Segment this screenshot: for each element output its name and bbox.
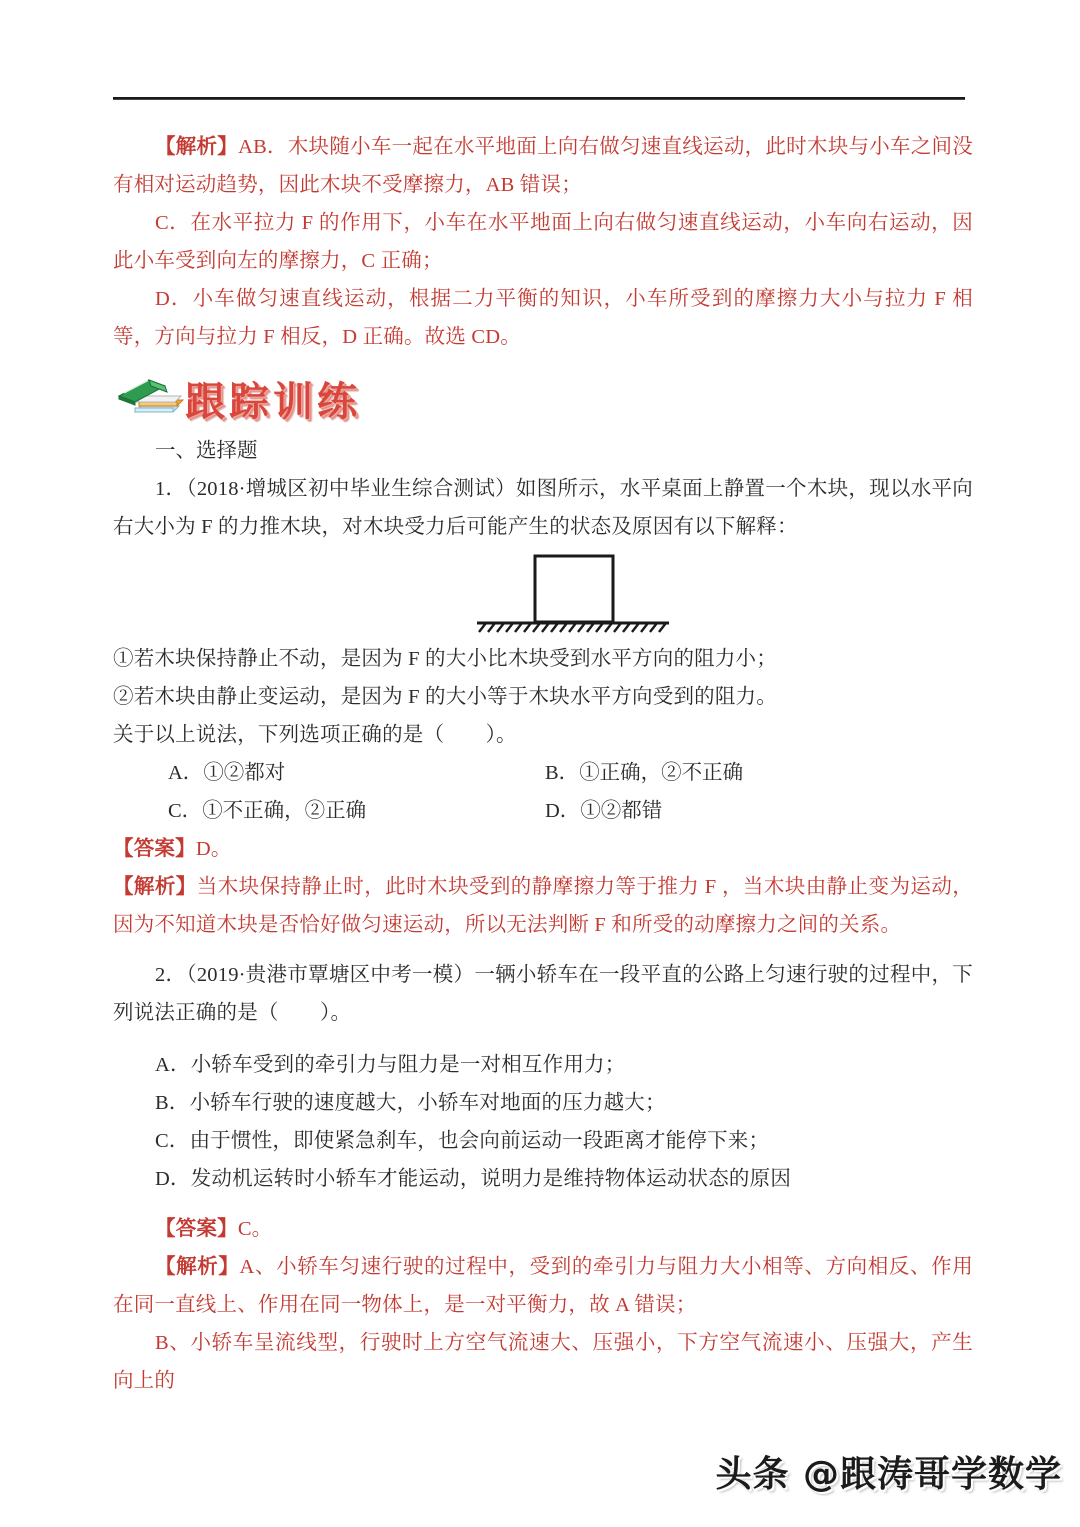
question-1-number: 1． [155, 478, 187, 500]
question-2-explanation-b: B、小轿车呈流线型，行驶时上方空气流速大、压强小，下方空气流速小、压强大，产生向上的 [113, 1332, 973, 1392]
option-text: ①②都错 [580, 800, 663, 822]
question-1-answer [113, 830, 973, 868]
header-divider-rule [113, 97, 965, 100]
question-1-options-row-2 [113, 792, 973, 830]
question-1-statement-2: ②若木块由静止变运动，是因为 F 的大小等于木块水平方向受到的阻力。 [113, 686, 777, 708]
option-label: A． [155, 1054, 191, 1076]
explanation-paragraph-ab [113, 128, 973, 204]
answer-value: C。 [237, 1218, 273, 1240]
explanation-text-ab: AB．木块随小车一起在水平地面上向右做匀速直线运动，此时木块与小车之间没有相对运动趋势，因此木块不受摩擦力，AB 错误； [113, 136, 973, 196]
question-1-prompt: 关于以上说法，下列选项正确的是（ ）。 [113, 724, 517, 746]
question-2-option-c[interactable] [113, 1122, 973, 1160]
option-text: 发动机运转时小轿车才能运动，说明力是维持物体运动状态的原因 [190, 1168, 792, 1190]
question-2-option-d[interactable] [113, 1160, 973, 1198]
document-content [113, 128, 973, 1400]
answer-tag: 【答案】 [113, 838, 196, 860]
option-label: C． [155, 1130, 190, 1152]
subsection-heading: 一、选择题 [155, 440, 258, 462]
question-1-statement-1: ①若木块保持静止不动，是因为 F 的大小比木块受到水平方向的阻力小； [113, 648, 777, 670]
option-label: D． [155, 1168, 191, 1190]
watermark-handle: @跟涛哥学数学 [802, 1454, 1062, 1495]
explanation-text-d: D．小车做匀速直线运动，根据二力平衡的知识，小车所受到的摩擦力大小与拉力 F 相等，方向与拉力 F 相反，D 正确。故选 CD。 [113, 288, 973, 348]
option-label: B． [155, 1092, 190, 1114]
question-1-options-row-1 [113, 754, 973, 792]
explanation-paragraph-d [113, 280, 973, 356]
option-label: C． [168, 800, 203, 822]
option-text: ①②都对 [203, 762, 286, 784]
question-1-stem [113, 470, 973, 546]
question-1-option-b[interactable] [493, 754, 973, 792]
watermark [715, 1446, 1062, 1497]
question-2-option-b[interactable] [113, 1084, 973, 1122]
explanation-text: 当木块保持静止时，此时木块受到的静摩擦力等于推力 F ，当木块由静止变为运动，因为不知道木块是否恰好做匀速运动，所以无法判断 F 和所受的动摩擦力之间的关系。 [113, 876, 973, 936]
explanation-text-c: C．在水平拉力 F 的作用下，小车在水平地面上向右做匀速直线运动，小车向右运动，因此小车受到向左的摩擦力，C 正确； [113, 212, 973, 272]
answer-tag: 【答案】 [155, 1218, 238, 1240]
answer-value: D。 [195, 838, 232, 860]
question-1-source: （2018·增城区初中毕业生综合测试） [186, 478, 516, 500]
question-1-figure [113, 550, 973, 638]
question-2-stem-text: 一辆小轿车在一段平直的公路上匀速行驶的过程中，下列说法正确的是（ ）。 [113, 964, 973, 1024]
question-1-option-c[interactable] [113, 792, 493, 830]
question-2-number: 2． [155, 964, 187, 986]
question-1-option-d[interactable] [493, 792, 973, 830]
question-1-stem-text: 如图所示，水平桌面上静置一个木块，现以水平向右大小为 F 的力推木块，对木块受力后可能产生的状态及原因有以下解释： [113, 478, 973, 538]
question-2-option-a[interactable] [113, 1046, 973, 1084]
explanation-tag: 【解析】 [155, 136, 239, 158]
explanation-paragraph-c [113, 204, 973, 280]
section-title: 跟踪训练 [185, 379, 361, 425]
option-label: A． [168, 762, 204, 784]
explanation-text-a: A、小轿车匀速行驶的过程中，受到的牵引力与阻力大小相等、方向相反、作用在同一直线上、作用在同一物体上，是一对平衡力，故 A 错误； [113, 1256, 973, 1316]
option-text: ①不正确，②正确 [202, 800, 367, 822]
option-text: 小轿车行驶的速度越大，小轿车对地面的压力越大； [189, 1092, 666, 1114]
block-on-ground-diagram [463, 550, 683, 636]
explanation-tag: 【解析】 [155, 1256, 240, 1278]
option-text: 由于惯性，即使紧急刹车，也会向前运动一段距离才能停下来； [189, 1130, 770, 1152]
question-2-source: （2019·贵港市覃塘区中考一模） [186, 964, 475, 986]
question-2-answer [113, 1210, 973, 1248]
option-label: D． [545, 800, 581, 822]
option-label: B． [545, 762, 580, 784]
question-1-explanation [113, 868, 973, 944]
question-2-stem [113, 956, 973, 1032]
option-text: ①正确，②不正确 [579, 762, 744, 784]
books-stack-icon [115, 376, 189, 420]
explanation-tag: 【解析】 [113, 876, 197, 898]
option-text: 小轿车受到的牵引力与阻力是一对相互作用力； [190, 1054, 626, 1076]
watermark-prefix: 头条 [715, 1454, 803, 1495]
section-banner [113, 374, 973, 426]
question-2-explanation-a [113, 1248, 973, 1324]
question-1-option-a[interactable] [113, 754, 493, 792]
